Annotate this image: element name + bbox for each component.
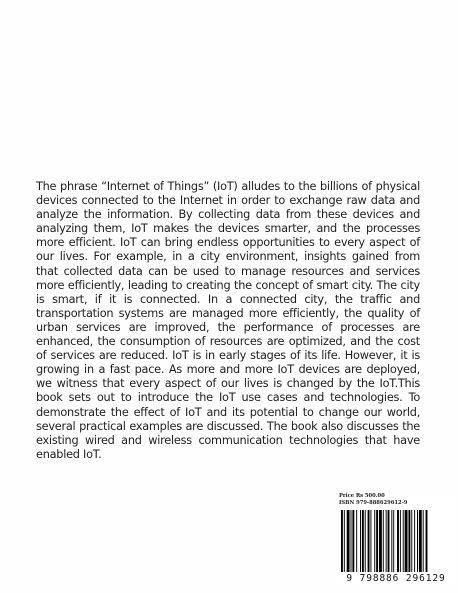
barcode-bar bbox=[356, 510, 357, 572]
book-description: The phrase “Internet of Things” (IoT) alludes to the billions of physical devices connected to the Internet in order to exchange raw data and analyze the information. By collecting data from these devices and analyzing them, IoT makes the devices smarter, and the processes more efficient. IoT can bring endless opportunities to every aspect of our lives. For example, in a city environment, insights gained from that collected data can be used to manage resources and services more efficiently, leading to creating the concept of smart city. The city is smart, if it is connected. In a connected city, the traffic and transportation systems are managed more efficiently, the quality of urban services are improved, the performance of processes are enhanced, the consumption of resources are optimized, and the cost of services are reduced. IoT is in early stages of its life. However, it is growing in a fast pace. As more and more IoT devices are deployed, we witness that every aspect of our lives is changed by the IoT.This book sets out to introduce the IoT use cases and technologies. To demonstrate the effect of IoT and its potential to change our world, several practical examples are discussed. The book also discusses the existing wired and wireless communication technologies that have enabled IoT. bbox=[36, 180, 420, 461]
barcode-bar bbox=[341, 510, 343, 572]
barcode-bar bbox=[376, 510, 378, 572]
barcode-bar bbox=[374, 510, 375, 572]
barcode-digits: 9 798886 296129 bbox=[346, 573, 446, 584]
barcode-bar bbox=[351, 510, 352, 572]
barcode-bar bbox=[417, 510, 418, 572]
barcode-bar bbox=[352, 510, 354, 572]
barcode-bar bbox=[370, 510, 371, 572]
barcode-bar bbox=[411, 510, 412, 572]
barcode-bar bbox=[391, 510, 392, 572]
barcode-bar bbox=[393, 510, 394, 572]
barcode-bar bbox=[426, 510, 428, 572]
barcode-bar bbox=[423, 510, 424, 572]
barcode-bar bbox=[414, 510, 415, 572]
barcode-bar bbox=[397, 510, 399, 572]
barcode-bar bbox=[344, 510, 345, 572]
barcode-bar bbox=[368, 510, 370, 572]
price-label: Price Rs 500.00 bbox=[339, 493, 385, 499]
barcode-bar bbox=[347, 510, 350, 572]
barcode-bar bbox=[388, 510, 390, 572]
barcode-bar bbox=[386, 510, 387, 572]
barcode-bar bbox=[400, 510, 401, 572]
barcode-bar bbox=[408, 510, 410, 572]
barcode-bar bbox=[379, 510, 382, 572]
barcode-icon bbox=[341, 510, 453, 572]
barcode-bar bbox=[403, 510, 404, 572]
barcode-bar bbox=[405, 510, 408, 572]
barcode-bar bbox=[383, 510, 384, 572]
barcode-bar bbox=[419, 510, 422, 572]
barcode-block bbox=[335, 492, 457, 590]
isbn-label: ISBN 979-888629612-9 bbox=[339, 500, 408, 506]
barcode-bar bbox=[362, 510, 364, 572]
barcode-bar bbox=[360, 510, 361, 572]
barcode-bar bbox=[365, 510, 366, 572]
